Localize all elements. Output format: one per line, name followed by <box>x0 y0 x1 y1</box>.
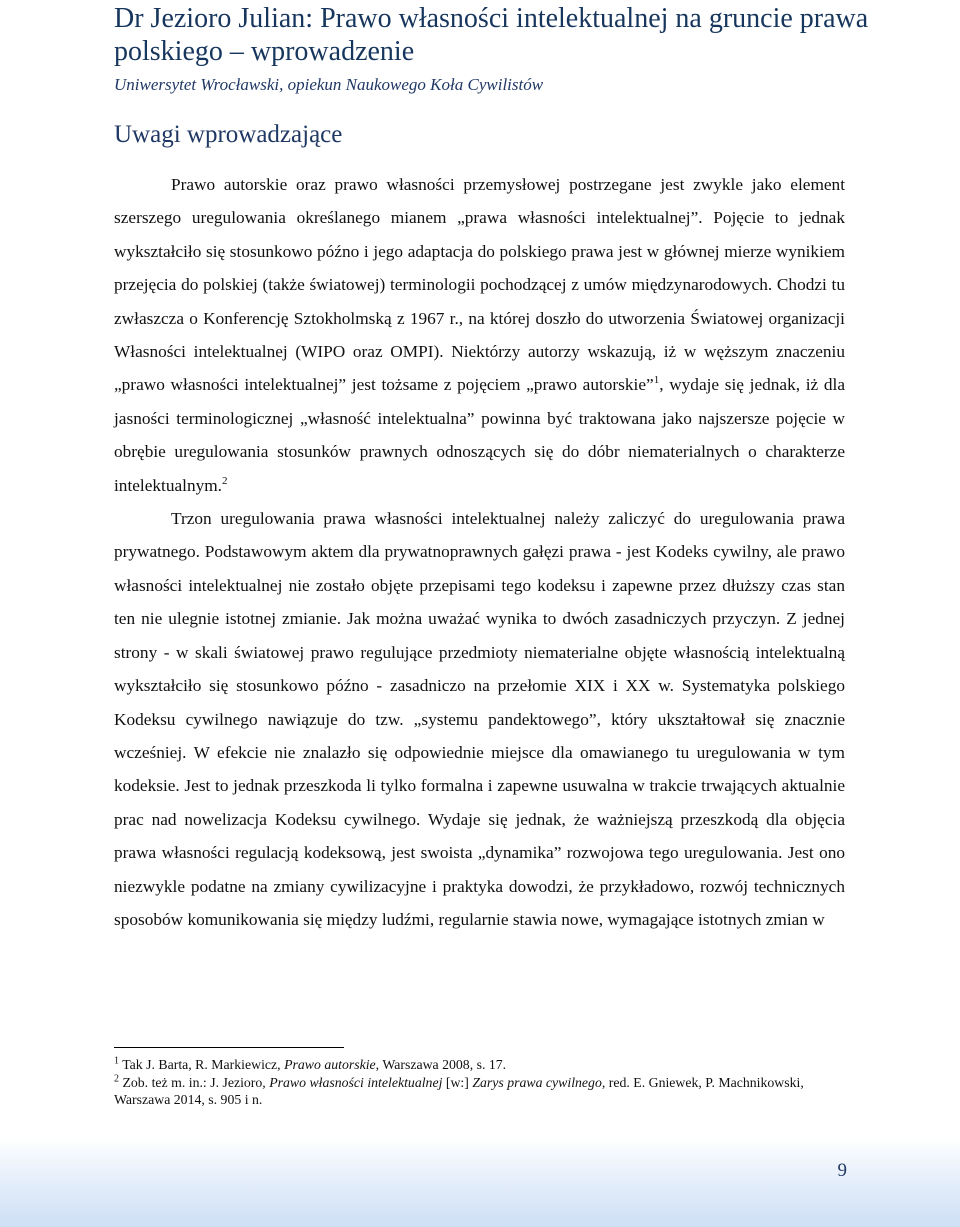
page-footer <box>0 1138 960 1227</box>
footnote-ref-1[interactable]: 1 <box>653 374 660 387</box>
footnote-text: Zob. też m. in.: J. Jezioro, <box>119 1074 270 1090</box>
paragraph-1-part-b: , wydaje się jednak, iż dla jasności terminologicznej „własność intelektualna” powinna być traktowana jako najszersze pojęcie w obrębie uregulowania stosunków prawnych odnoszących się do dóbr niematerialnych o charakterze intelektualnym. <box>114 375 845 495</box>
body-text <box>114 168 845 936</box>
footnote-number: 1 <box>114 1055 119 1067</box>
footnote-text: , red. E. Gniewek, P. Machnikowski, Warszawa 2014, s. 905 i n. <box>114 1074 804 1107</box>
paragraph-1-part-a: Prawo autorskie oraz prawo własności przemysłowej postrzegane jest zwykle jako element szerszego uregulowania określanego mianem „prawa własności intelektualnej”. Pojęcie to jednak wykształciło się stosunkowo późno i jego adaptacja do polskiego prawa jest w głównej mierze wynikiem przejęcia do polskiej (także światowej) terminologii pochodzącej z umów międzynarodowych. Chodzi tu zwłaszcza o Konferencję Sztokholmską z 1967 r., na której doszło do utworzenia Światowej organizacji Własności intelektualnej (WIPO oraz OMPI). Niektórzy autorzy wskazują, iż w węższym znaczeniu „prawo własności intelektualnej” jest tożsame z pojęciem „prawo autorskie” <box>114 175 845 395</box>
footnote-title: Prawo własności intelektualnej <box>269 1074 443 1090</box>
paragraph-2: Trzon uregulowania prawa własności intelektualnej należy zaliczyć do uregulowania prawa prywatnego. Podstawowym aktem dla prywatnoprawnych gałęzi prawa - jest Kodeks cywilny, ale prawo własności intelektualnej nie zostało objęte przepisami tego kodeksu i zapewne przez dłuższy czas stan ten nie ulegnie istotnej zmianie. Jak można uważać wynika to dwóch zasadniczych przyczyn. Z jednej strony - w skali światowej prawo regulujące przedmioty niematerialne objęte własnością intelektualną wykształciło się stosunkowo późno - zasadniczo na przełomie XIX i XX w. Systematyka polskiego Kodeksu cywilnego nawiązuje do tzw. „systemu pandektowego”, który ukształtował się znacznie wcześniej. W efekcie nie znalazło się odpowiednie miejsce dla omawianego tu uregulowania w tym kodeksie. Jest to jednak przeszkoda li tylko formalna i zapewne usuwalna w trakcie trwających aktualnie prac nad nowelizacja Kodeksu cywilnego. Wydaje się jednak, że ważniejszą przeszkodą dla objęcia prawa własności regulacją kodeksową, jest swoista „dynamika” rozwojowa tego uregulowania. Jest ono niezwykle podatne na zmiany cywilizacyjne i praktyka dowodzi, że przykładowo, rozwój technicznych sposobów komunikowania się między ludźmi, regularnie stawia nowe, wymagające istotnych zmian w <box>114 509 845 929</box>
footnote-title: Zarys prawa cywilnego <box>472 1074 602 1090</box>
document-title: Dr Jezioro Julian: Prawo własności intelektualnej na gruncie prawa polskiego – wprowadzenie <box>114 3 869 67</box>
footnote-text: , Warszawa 2008, s. 17. <box>375 1057 507 1072</box>
footnote-1 <box>114 1056 845 1074</box>
footnote-separator <box>114 1047 344 1048</box>
paragraph-1 <box>114 168 845 502</box>
footnote-text: [w:] <box>442 1074 473 1090</box>
footnote-2 <box>114 1074 845 1109</box>
footnote-ref-2[interactable]: 2 <box>221 474 228 487</box>
page-number: 9 <box>837 1160 847 1181</box>
footnote-number: 2 <box>114 1072 119 1084</box>
footnote-text: Tak J. Barta, R. Markiewicz, <box>119 1057 285 1072</box>
section-heading: Uwagi wprowadzające <box>114 121 343 148</box>
footnotes <box>114 1056 845 1109</box>
footnote-title: Prawo autorskie <box>284 1057 376 1072</box>
document-subtitle: Uniwersytet Wrocławski, opiekun Naukowego Koła Cywilistów <box>114 75 544 94</box>
